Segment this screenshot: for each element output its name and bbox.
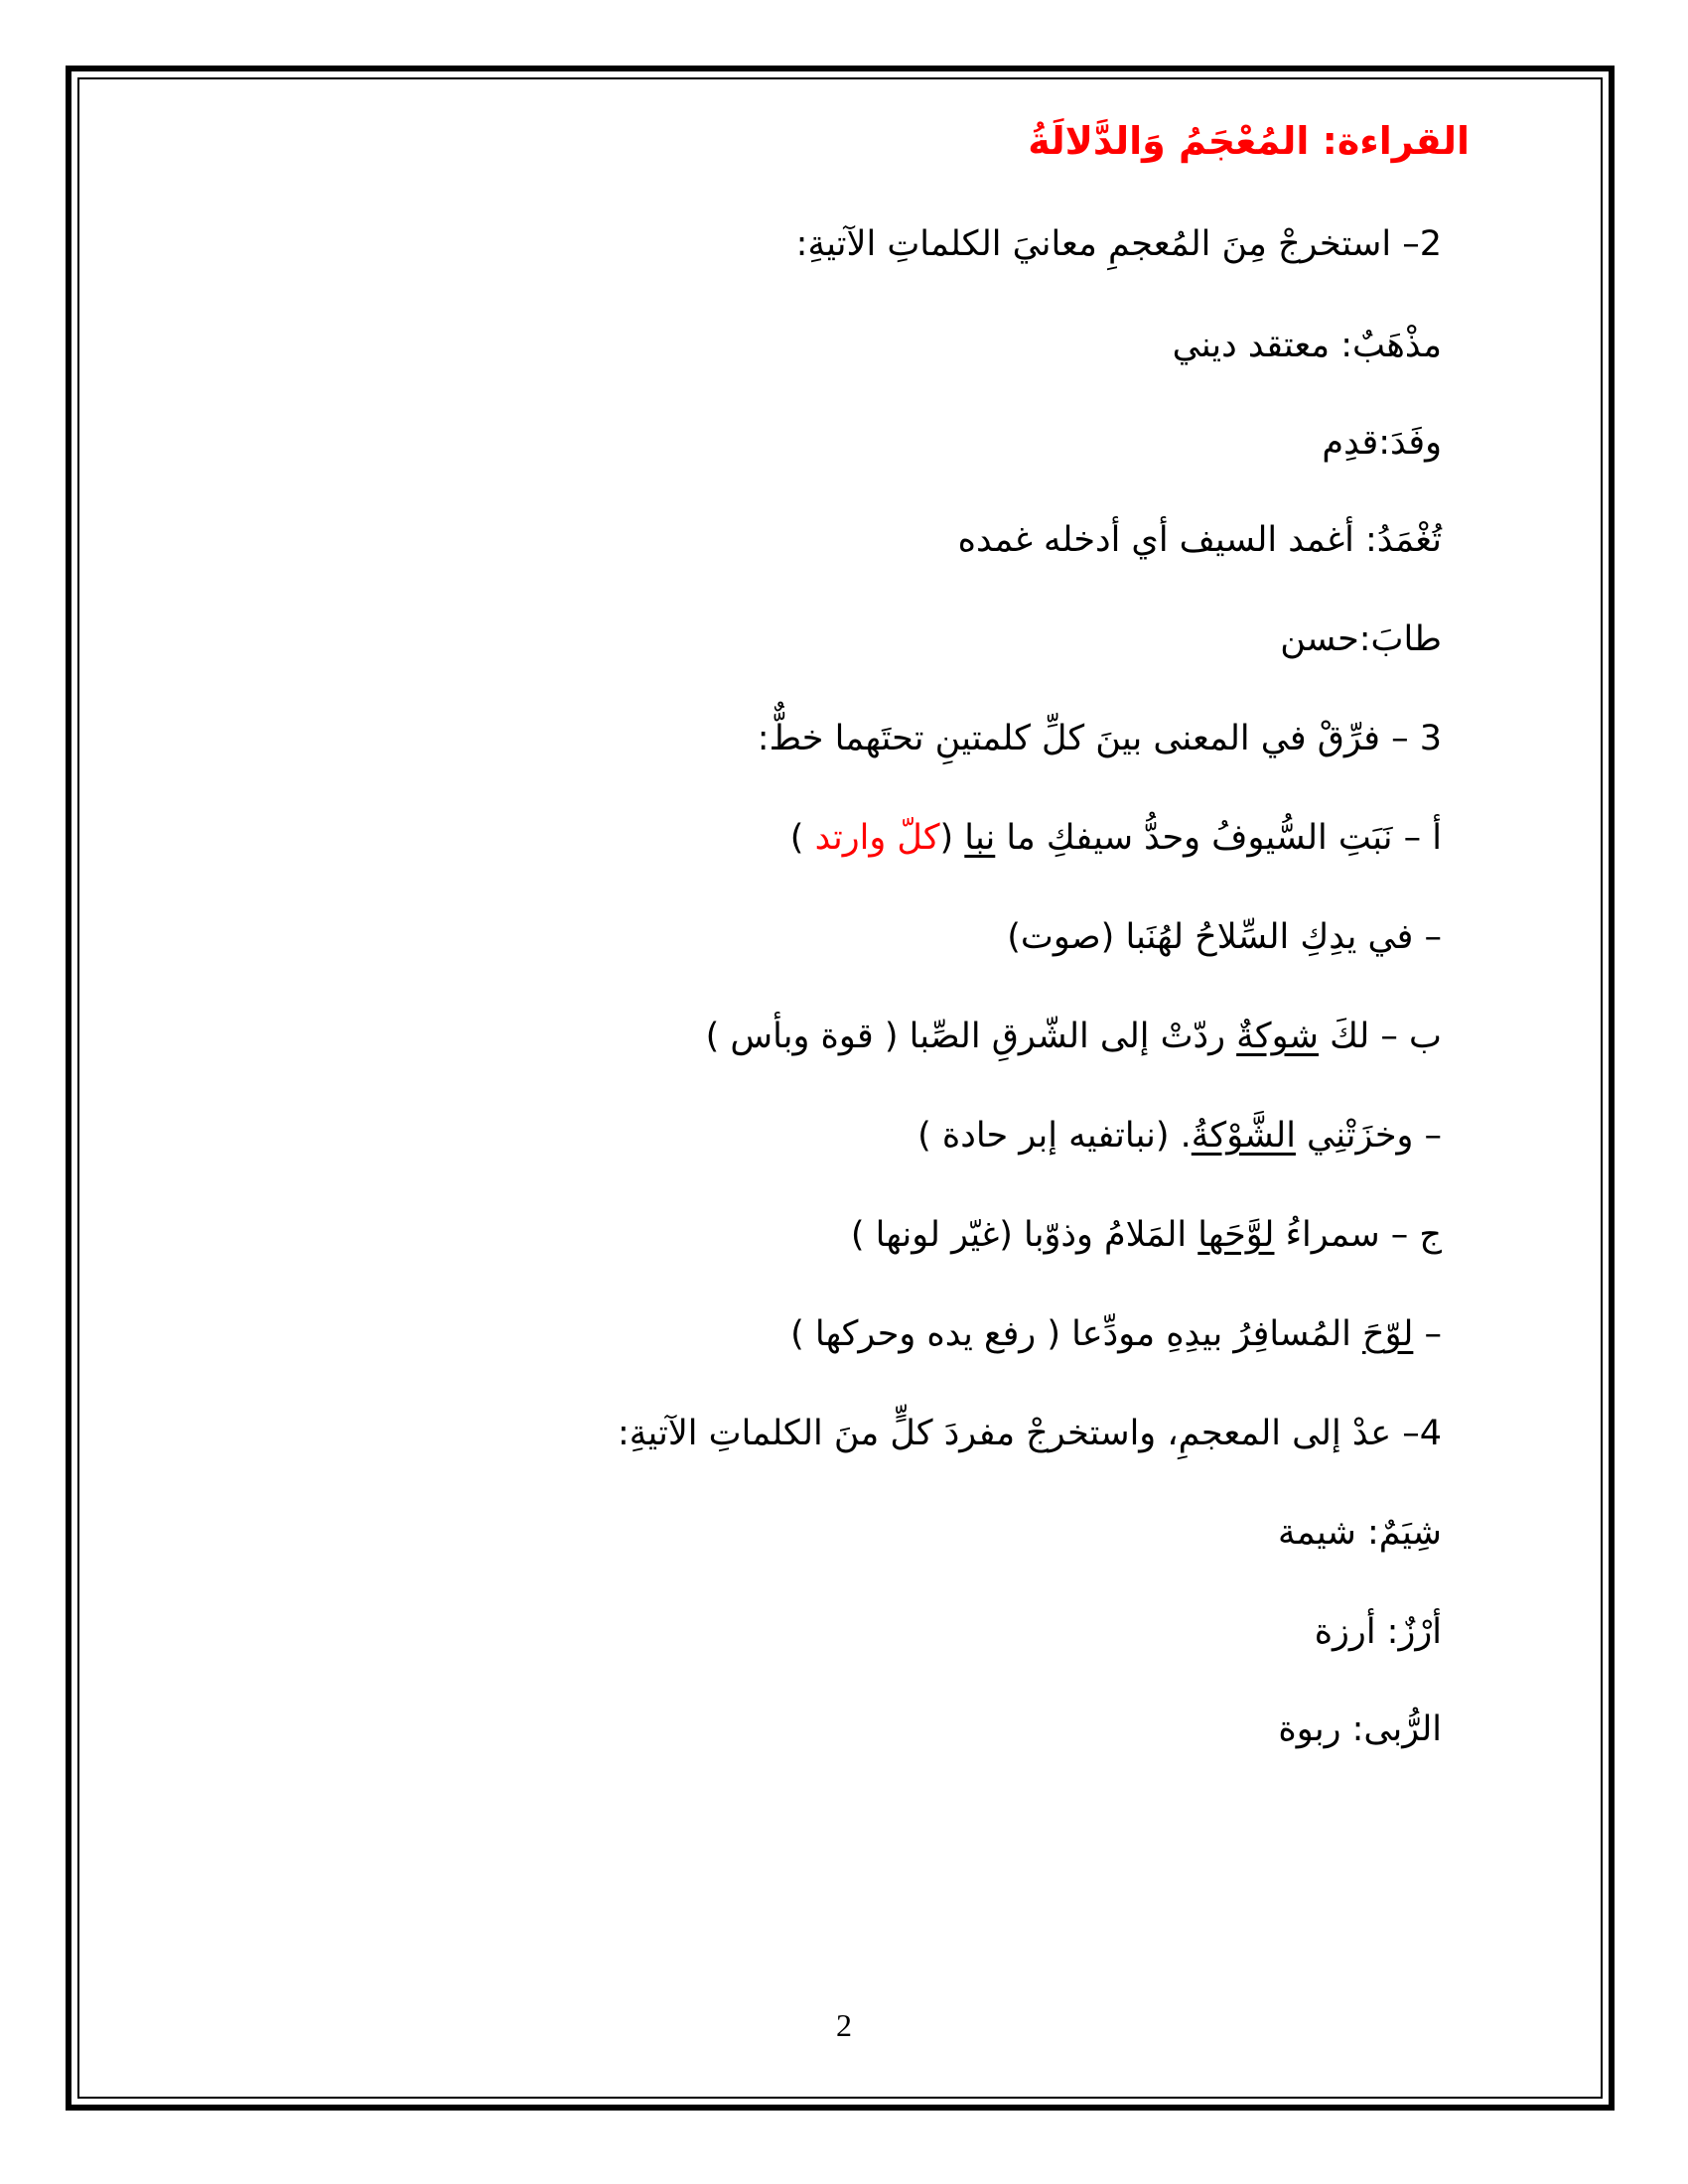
q3-c2-underlined-word: لوّحَ <box>1362 1314 1414 1354</box>
q4-item-1: شِيَمٌ: شيمة <box>1278 1513 1442 1553</box>
q3-b1-prefix: ب – لكَ <box>1319 1017 1442 1056</box>
q3-a1-paren-open: ( <box>939 818 965 858</box>
question-3-prompt: 3 – فرِّقْ في المعنى بينَ كلِّ كلمتينِ تحتَهما خطٌّ: <box>757 719 1442 758</box>
q3-a2-rest: (صوت) <box>1007 917 1126 957</box>
q3-b2-prefix: – وخزَتْنِي <box>1295 1116 1442 1156</box>
q4-item-2: أرْزٌ: أرزة <box>1314 1612 1442 1652</box>
q3-line-c2 <box>790 1312 1442 1356</box>
q2-item-3: تُغْمَدُ: أغمد السيف أي أدخله غمده <box>957 520 1442 560</box>
q3-a1-answer: كلّ وارتد <box>814 818 940 858</box>
q2-item-2: وفَدَ:قدِم <box>1322 423 1442 463</box>
question-2-prompt: 2– استخرجْ مِنَ المُعجمِ معانيَ الكلماتِ الآتيةِ: <box>795 224 1442 264</box>
q3-c1-prefix: ج – سمراءُ <box>1274 1215 1442 1255</box>
page-border-inner <box>77 77 1603 2099</box>
page-title: القراءة: المُعْجَمُ وَالدَّلالَةُ <box>1028 119 1470 163</box>
q2-item-1: مذْهَبٌ: معتقد ديني <box>1172 326 1442 365</box>
q3-b1-rest: ردّتْ إلى الشّرقِ الصِّبا ( قوة وبأس ) <box>705 1017 1237 1056</box>
q3-c1-rest: المَلامُ وذوّبا (غيّر لونها ) <box>850 1215 1198 1255</box>
q3-line-c1 <box>851 1213 1442 1257</box>
q3-line-a2 <box>1007 915 1442 959</box>
q3-c2-prefix: – <box>1413 1314 1442 1354</box>
q3-b1-underlined-word: شوكةٌ <box>1236 1017 1319 1056</box>
question-4-prompt: 4– عدْ إلى المعجمِ، واستخرجْ مفردَ كلٍّ منَ الكلماتِ الآتيةِ: <box>617 1414 1442 1453</box>
q3-a1-prefix: أ – نَبَتِ السُّيوفُ وحدُّ سيفكِ ما <box>995 818 1442 858</box>
q3-c2-rest: المُسافِرُ بيدِهِ مودِّعا ( رفع يده وحركها ) <box>790 1314 1363 1354</box>
page-number: 2 <box>836 2007 852 2043</box>
q3-line-b2 <box>917 1114 1442 1158</box>
q3-line-a1 <box>790 816 1442 860</box>
q3-a2-word: لهُنَبا <box>1125 917 1185 957</box>
q4-item-3: الرُّبى: ربوة <box>1278 1709 1442 1749</box>
q3-b2-rest: . (نباتفيه إبر حادة ) <box>917 1116 1192 1156</box>
q3-line-b1 <box>706 1015 1442 1058</box>
q3-c1-underlined-word: لوَّحَها <box>1197 1215 1275 1255</box>
q3-a1-paren-close: ) <box>789 818 815 858</box>
q3-b2-underlined-word: الشَّوْكةُ <box>1191 1116 1296 1156</box>
q2-item-4: طابَ:حسن <box>1280 619 1442 659</box>
q3-a1-underlined-word: نبا <box>964 818 996 858</box>
q3-a2-prefix: – في يدِكِ السِّلاحُ <box>1184 917 1442 957</box>
